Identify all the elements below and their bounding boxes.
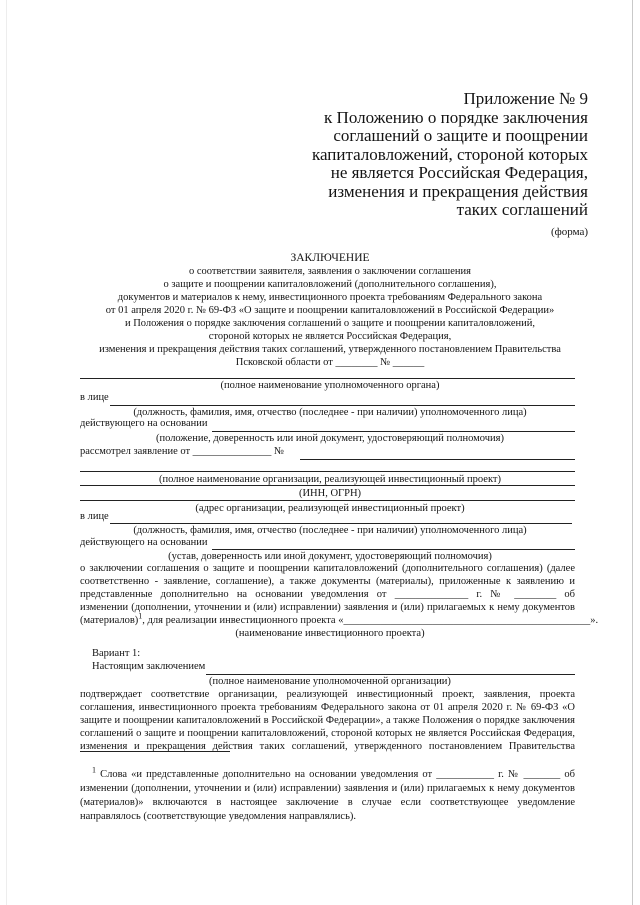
acting-basis-label: действующего на основании [80,418,208,429]
title-line: стороной которых не является Российская Федерация, [208,331,452,342]
variant-body-line: защите и поощрении капиталовложений в Российской Федерации», а также Положения о порядке заключения [80,715,575,726]
paragraph-line: изменении (дополнении, уточнении и (или) исправлении) заявления и (или) прилагаемых к нему документов [80,602,575,613]
appendix-line: Приложение № 9 [463,89,588,108]
inn-line[interactable] [80,500,575,501]
appendix-line: изменения и прекращения действия [328,181,588,201]
title-line: о защите и поощрении капиталовложений (дополнительного соглашения), [163,279,497,290]
title-line: о соответствии заявителя, заявления о заключении соглашения [189,266,471,277]
paragraph-line: соответственно - заявление, соглашение), а также документы (материалы), приложенные к заявлению и [80,576,575,587]
caption-authorized-organization: (полное наименование уполномоченной организации) [209,676,451,687]
appendix-line: к Положению о порядке заключения [324,107,588,127]
acting-basis-label: действующего на основании [80,537,208,548]
title-line: от 01 апреля 2020 г. № 69-ФЗ «О защите и поощрении капиталовложений в Российской Федерации» [105,305,555,316]
caption-organization: (полное наименование организации, реализующей инвестиционный проект) [158,474,501,485]
statement-number-line[interactable] [300,459,575,460]
authorized-organization-line[interactable] [206,674,575,675]
footnote-line: $^1$ Слова «и представленные дополнительно на основании уведомления от ___________ г. № _______ об [92,765,575,780]
variant-body-line: изменения и прекращения действия таких соглашений, утвержденного постановлением Правительства [80,741,575,752]
footnote-separator [80,751,230,752]
official-name-line[interactable] [110,405,575,406]
footnote-reference[interactable]: 1 [138,611,143,621]
appendix-line: соглашений о защите и поощрении [333,126,588,145]
footnote-line: изменении (дополнении, уточнении и (или) исправлении) заявления и (или) прилагаемых к нему документов [80,783,575,794]
in-person-label: в лице [80,511,109,522]
caption-address: (адрес организации, реализующей инвестиционный проект) [195,503,465,514]
appendix-line: таких соглашений [456,200,588,219]
caption-document: (положение, доверенность или иной документ, удостоверяющий полномочия) [155,433,505,444]
title-line: документов и материалов к нему, инвестиционного проекта требованиям Федерального закона [117,292,543,303]
organization-name-line[interactable] [80,485,575,486]
title-line: Псковской области от ________ № ______ [235,357,425,368]
caption-project: (наименование инвестиционного проекта) [235,628,425,639]
document-title: ЗАКЛЮЧЕНИЕ [290,252,370,264]
paragraph-line: о заключении соглашения о защите и поощрении капиталовложений (дополнительного соглашения) (далее [80,563,575,574]
variant-label: Вариант 1: [92,648,141,659]
appendix-line: не является Российская Федерация, [330,163,588,182]
footnote-line: направлялось (соответствующие уведомления направлялись). [80,811,356,822]
caption-document: (устав, доверенность или иной документ, удостоверяющий полномочия) [168,551,492,562]
variant-body-line: соглашений о защите и поощрении капиталовложений, стороной которых не является Российская Федерация, [80,728,575,739]
title-line: изменения и прекращения действия таких соглашений, утвержденного постановлением Правительства [99,344,561,355]
scan-edge-left [6,0,7,905]
footnote-mark: 1 [92,765,96,775]
appendix-header [312,90,588,220]
official-name-line[interactable] [110,523,572,524]
scan-edge-right [632,0,633,905]
variant-body-line: соглашения, инвестиционного проекта требованиям Федерального закона от 01 апреля 2020 г. № 69-ФЗ «О [80,702,575,713]
appendix-line: капиталовложений, стороной которых [311,144,588,164]
footnote-line: (материалов)» включаются в настоящее заключение в случае если соответствующее уведомление [80,797,575,808]
variant-body-line: подтверждает соответствие организации, реализующей инвестиционный проект, заявления, проекта [80,689,575,700]
caption-official: (должность, фамилия, имя, отчество (последнее - при наличии) уполномоченного лица) [133,407,527,418]
variant-lead: Настоящим заключением [92,661,206,672]
caption-inn: (ИНН, ОГРН) [298,488,362,499]
basis-document-line[interactable] [212,549,575,550]
title-line: и Положения о порядке заключения соглашений о защите и поощрении капиталовложений, [124,318,536,329]
form-label: (форма) [551,226,589,238]
authority-name-line[interactable] [80,378,575,379]
caption-authority: (полное наименование уполномоченного органа) [220,380,440,391]
paragraph-line: представленные дополнительно на основании уведомления от ______________ г. № ________ об [80,589,575,600]
organization-line-top [80,471,575,472]
caption-official: (должность, фамилия, имя, отчество (последнее - при наличии) уполномоченного лица) [133,525,527,536]
paragraph-line: (материалов)$^1$, для реализации инвестиционного проекта «_______________________________________________». [80,611,599,626]
basis-document-line[interactable] [212,431,575,432]
in-person-label: в лице [80,392,109,403]
reviewed-statement: рассмотрел заявление от _______________ № [80,446,285,457]
